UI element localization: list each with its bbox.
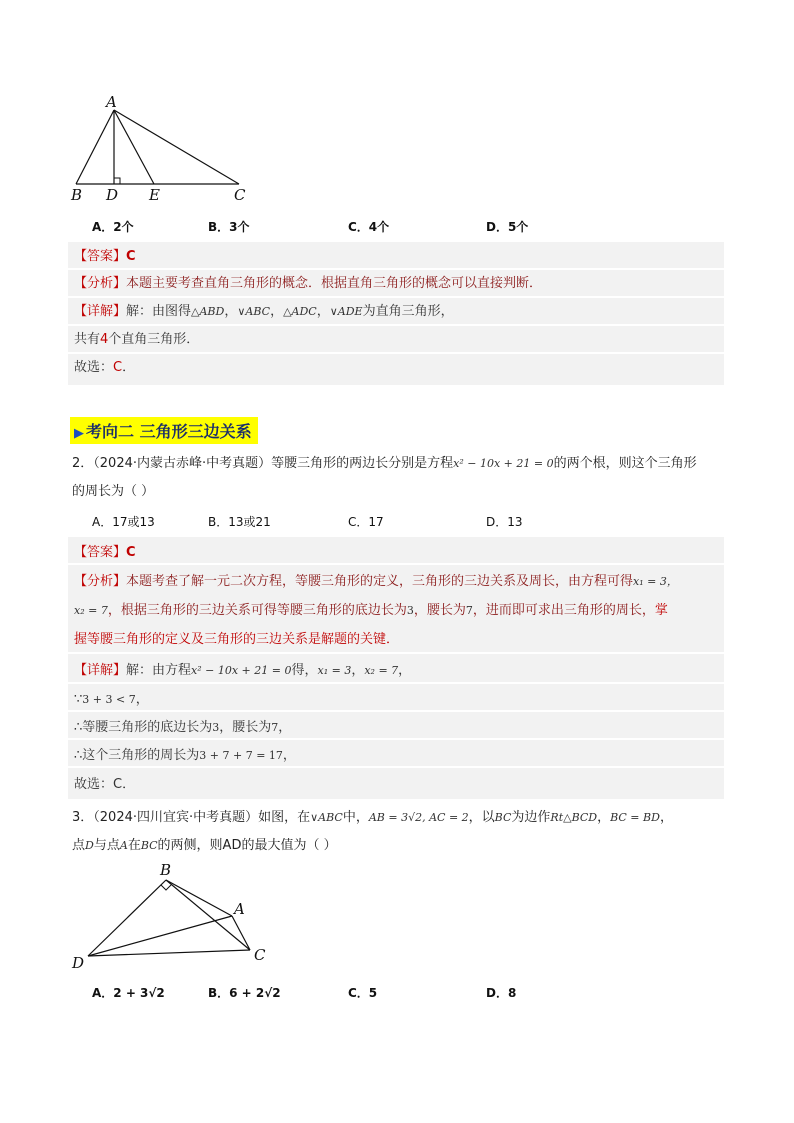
q2-option-c: C．17 bbox=[348, 515, 384, 529]
q2-option-b: B．13或21 bbox=[208, 515, 271, 529]
q2-choice-line: 故选：C． bbox=[74, 777, 136, 792]
q1-option-c: C．4个 bbox=[348, 220, 390, 234]
section-heading: ▶ 考向二 三角形三边关系 bbox=[70, 417, 258, 444]
label-E: E bbox=[149, 186, 160, 204]
q1-answer-line: 【答案】C bbox=[74, 249, 136, 264]
label-A: A bbox=[106, 93, 117, 111]
q3-option-a: A．2 + 3√2 bbox=[92, 986, 165, 1000]
triangle-figure-2 bbox=[66, 858, 286, 974]
q2-stem-line1: 2．（2024·内蒙古赤峰·中考真题）等腰三角形的两边长分别是方程x² − 10x + 21 = 0的两个根，则这个三角形 bbox=[72, 456, 697, 471]
q3-stem-line2: 点D与点A在BC的两侧，则AD的最大值为（ ） bbox=[72, 838, 337, 853]
q3-option-c: C．5 bbox=[348, 986, 378, 1000]
q1-option-b: B．3个 bbox=[208, 220, 250, 234]
q2-therefore2-line: ∴这个三角形的周长为3 + 7 + 7 = 17， bbox=[74, 748, 296, 763]
label-C2: C bbox=[254, 946, 266, 964]
label-D2: D bbox=[72, 954, 85, 972]
q1-total-line: 共有4个直角三角形． bbox=[74, 332, 200, 347]
triangle-figure-1 bbox=[62, 92, 262, 204]
q3-option-d: D．8 bbox=[486, 986, 517, 1000]
q2-stem-line2: 的周长为（ ） bbox=[72, 484, 155, 499]
q3-option-b: B．6 + 2√2 bbox=[208, 986, 281, 1000]
q1-choice-line: 故选：C． bbox=[74, 360, 136, 375]
q2-because-line: ∵3 + 3 < 7， bbox=[74, 692, 149, 707]
label-A2: A bbox=[234, 900, 245, 918]
q2-detail-line: 【详解】解：由方程x² − 10x + 21 = 0得，x₁ = 3，x₂ = 7， bbox=[74, 663, 412, 678]
q1-option-a: A．2个 bbox=[92, 220, 134, 234]
q2-analysis-line3: 握等腰三角形的定义及三角形的三边关系是解题的关键． bbox=[74, 632, 400, 647]
q2-option-a: A．17或13 bbox=[92, 515, 155, 529]
q2-answer-line: 【答案】C bbox=[74, 545, 136, 560]
play-arrow-icon: ▶ bbox=[74, 426, 84, 441]
label-B: B bbox=[71, 186, 83, 204]
q1-option-d: D．5个 bbox=[486, 220, 529, 234]
label-B2: B bbox=[160, 861, 172, 879]
q3-stem-line1: 3．（2024·四川宜宾·中考真题）如图，在∨ABC中，AB = 3√2, AC = 2，以BC为边作Rt△BCD，BC = BD， bbox=[72, 810, 673, 825]
q1-detail-line: 【详解】解：由图得△ABD，∨ABC，△ADC，∨ADE为直角三角形， bbox=[74, 304, 454, 319]
q2-option-d: D．13 bbox=[486, 515, 523, 529]
q2-therefore1-line: ∴等腰三角形的底边长为3，腰长为7， bbox=[74, 720, 292, 735]
q1-analysis-line: 【分析】本题主要考查直角三角形的概念．根据直角三角形的概念可以直接判断． bbox=[74, 276, 543, 291]
q2-analysis-line2: x₂ = 7，根据三角形的三边关系可得等腰三角形的底边长为3，腰长为7，进而即可求出三角形的周长，掌 bbox=[74, 603, 668, 618]
q2-analysis-line1: 【分析】本题考查了解一元二次方程，等腰三角形的定义，三角形的三边关系及周长，由方程可得x₁ = 3， bbox=[74, 574, 678, 589]
label-C: C bbox=[234, 186, 246, 204]
label-D: D bbox=[106, 186, 119, 204]
